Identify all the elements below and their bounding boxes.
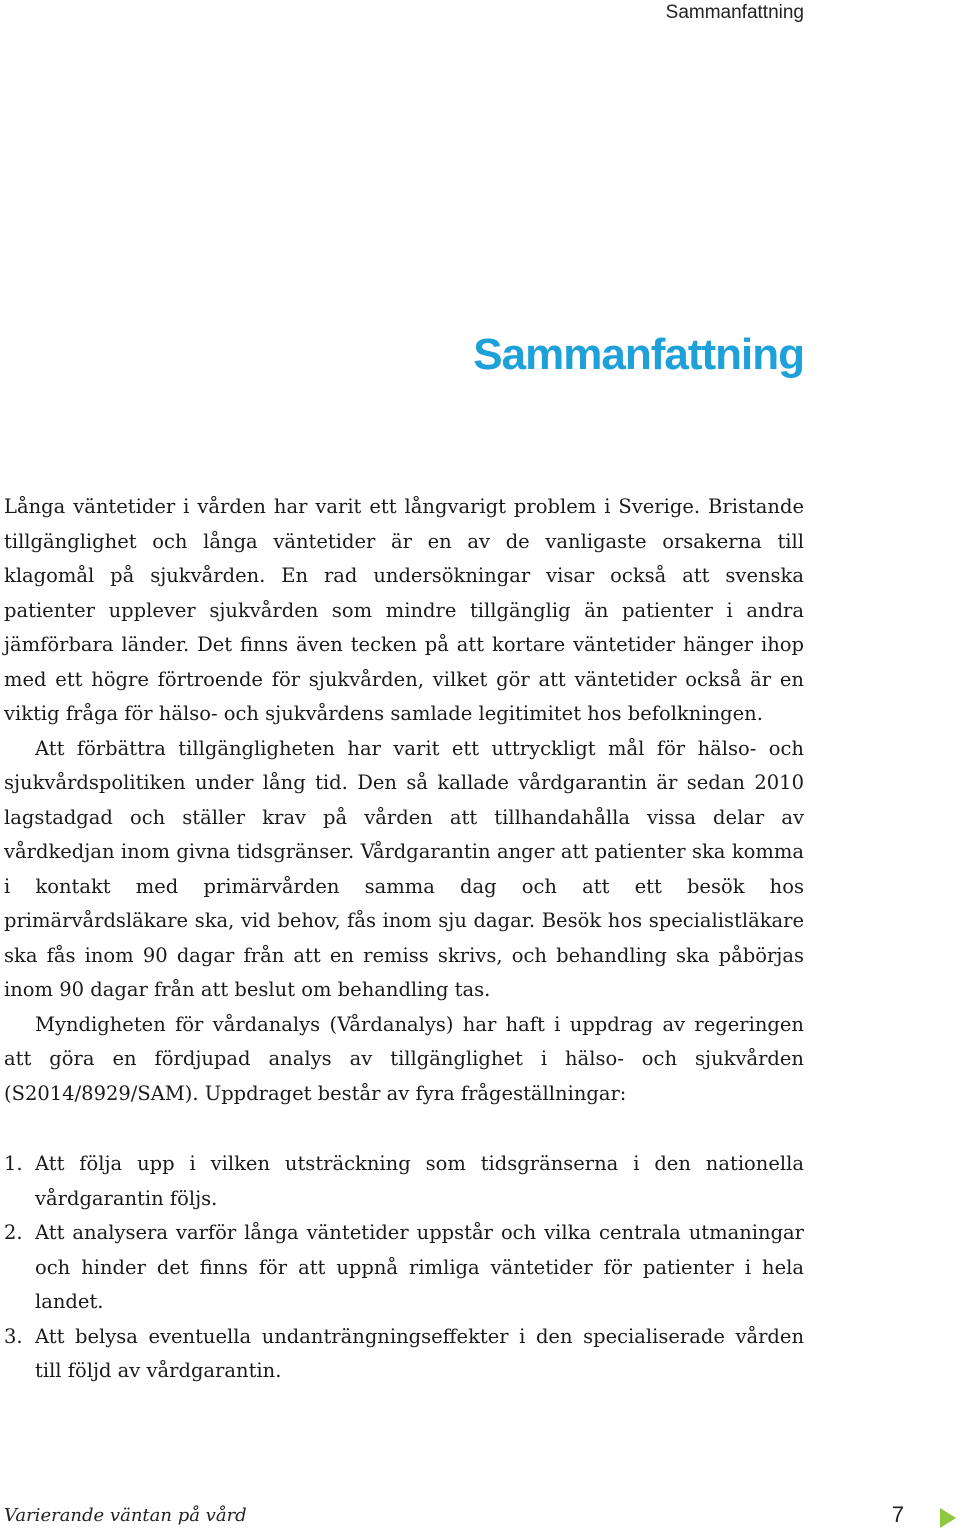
paragraph: Myndigheten för vårdanalys (Vårdanalys) har haft i uppdrag av regeringen att göra en fördjupad analys av tillgänglighet i hälso- och sjukvården (S2014/8929/SAM). Uppdraget består av fyra frågeställningar:	[4, 1012, 804, 1105]
body-text	[4, 490, 804, 1389]
next-page-arrow-icon[interactable]	[940, 1508, 956, 1528]
list-text: Att följa upp i vilken utsträckning som tidsgränserna i den nationella vårdgarantin följs.	[35, 1152, 804, 1210]
list-number: 3.	[4, 1324, 23, 1348]
page-number: 7	[891, 1502, 904, 1527]
list-item	[4, 1320, 804, 1389]
list-text: Att analysera varför långa väntetider uppstår och vilka centrala utmaningar och hinder det finns för att uppnå rimliga väntetider för patienter i hela landet.	[35, 1221, 804, 1313]
page-title: Sammanfattning	[473, 330, 804, 379]
list-number: 1.	[4, 1152, 23, 1175]
list-text: Att belysa eventuella undanträngningseffekter i den specialiserade vården till följd av vårdgarantin.	[35, 1324, 804, 1382]
running-header: Sammanfattning	[665, 2, 804, 23]
footer-publication-title: Varierande väntan på vård	[4, 1505, 247, 1526]
list-number: 2.	[4, 1221, 23, 1244]
paragraph: Att förbättra tillgängligheten har varit ett uttryckligt mål för hälso- och sjukvårdspolitiken under lång tid. Den så kallade vårdgarantin är sedan 2010 lagstadgad och ställer krav på vården att tillhandahålla vissa delar av vårdkedjan inom givna tidsgränser. Vårdgarantin anger att patienter ska komma i kontakt med primärvården samma dag och att ett besök hos primärvårdsläkare ska, vid behov, fås inom sju dagar. Besök hos specialistläkare ska fås inom 90 dagar från att en remiss skrivs, och behandling ska påbörjas inom 90 dagar från att beslut om behandling tas.	[4, 736, 804, 1001]
list-item	[4, 1216, 804, 1320]
list-item	[4, 1147, 804, 1216]
paragraph: Långa väntetider i vården har varit ett långvarigt problem i Sverige. Bristande tillgänglighet och långa väntetider är en av de vanligaste orsakerna till klagomål på sjukvården. En rad undersökningar visar också att svenska patienter upplever sjukvården som mindre tillgänglig än patienter i andra jämförbara länder. Det finns även tecken på att kortare väntetider hänger ihop med ett högre förtroende för sjukvården, vilket gör att väntetider också är en viktig fråga för hälso- och sjukvårdens samlade legitimitet hos befolkningen.	[4, 495, 804, 725]
question-list	[4, 1147, 804, 1389]
